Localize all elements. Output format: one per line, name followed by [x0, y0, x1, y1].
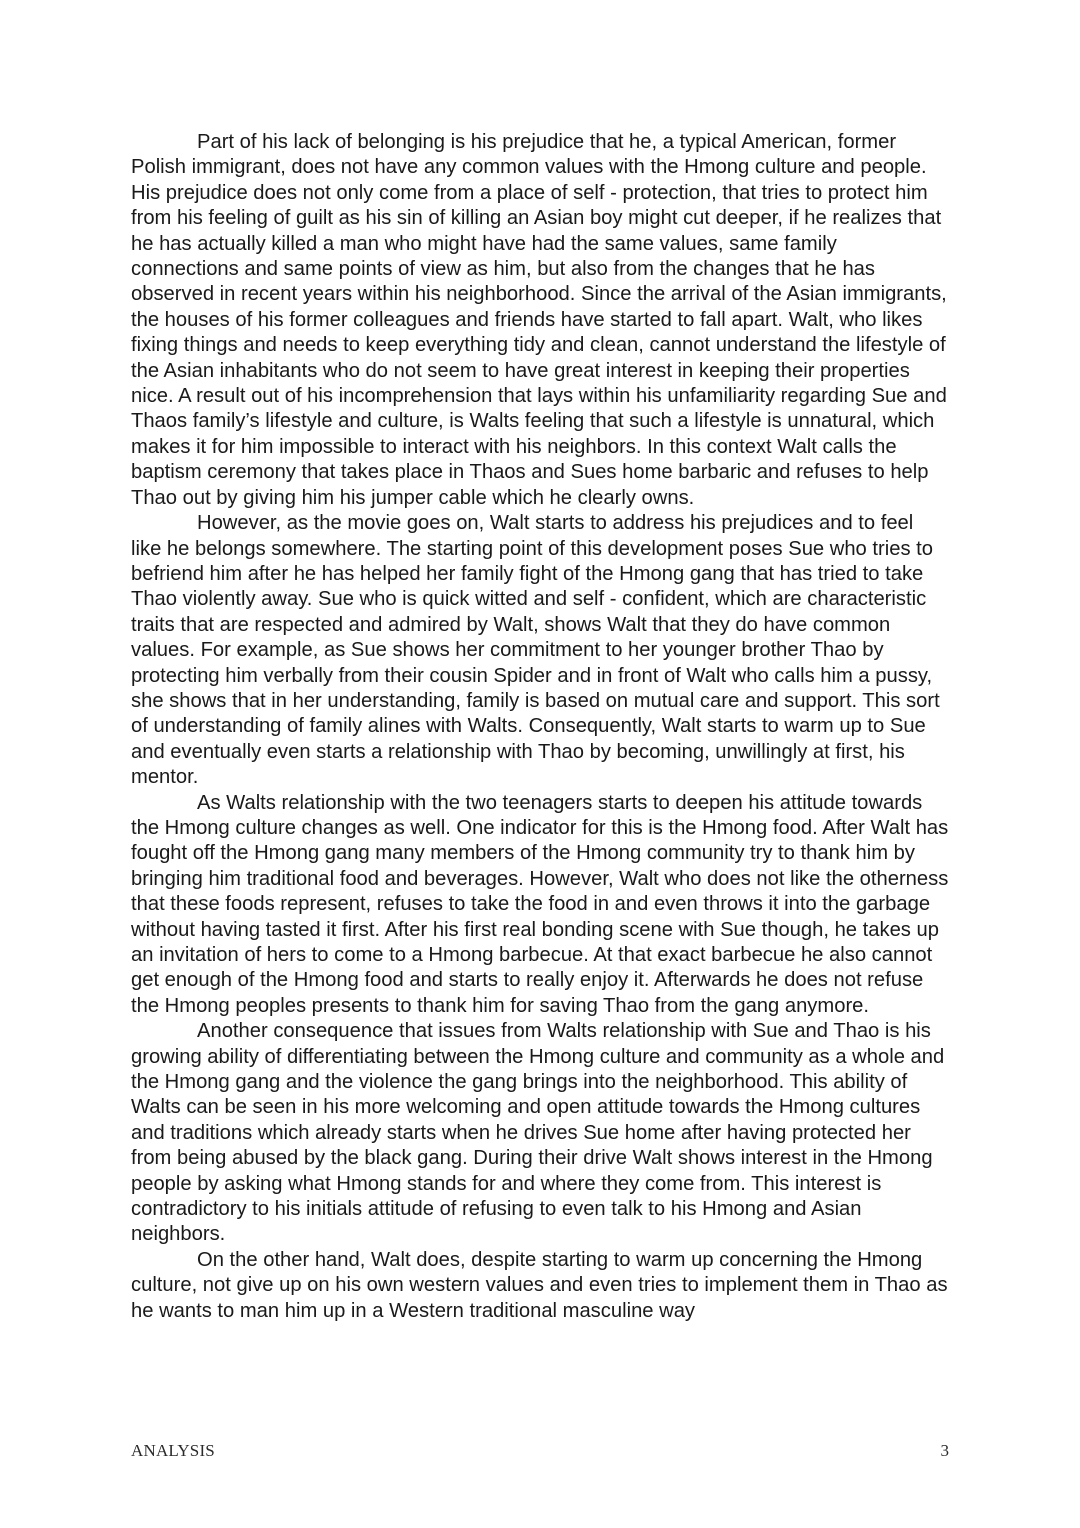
paragraph-4: Another consequence that issues from Walts relationship with Sue and Thao is his growing ability of differentiating between the Hmong culture and community as a whole and the Hmong gang and the violence the gang brings into the neighborhood. This ability of Walts can be seen in his more welcoming and open attitude towards the Hmong cultures and traditions which already starts when he drives Sue home after having protected her from being abused by the black gang. During their drive Walt shows interest in the Hmong people by asking what Hmong stands for and where they come from. This interest is contradictory to his initials attitude of refusing to even talk to his Hmong and Asian neighbors. — [131, 1020, 945, 1246]
paragraph-3: As Walts relationship with the two teenagers starts to deepen his attitude towards the Hmong culture changes as well. One indicator for this is the Hmong food. After Walt has fought off the Hmong gang many members of the Hmong community try to thank him by bringing him traditional food and beverages. However, Walt who does not like the otherness that these foods represent, refuses to take the food in and even throws it into the garbage without having tasted it first. After his first real bonding scene with Sue though, he takes up an invitation of hers to come to a Hmong barbecue. At that exact barbecue he also cannot get enough of the Hmong food and starts to really enjoy it. Afterwards he does not refuse the Hmong peoples presents to thank him for saving Thao from the gang anymore. — [131, 791, 949, 1017]
paragraph-2: However, as the movie goes on, Walt starts to address his prejudices and to feel like he belongs somewhere. The starting point of this development poses Sue who tries to befriend him after he has helped her family fight of the Hmong gang that has tried to take Thao violently away. Sue who is quick witted and self - confident, which are characteristic traits that are respected and admired by Walt, shows Walt that they do have common values. For example, as Sue shows her commitment to her younger brother Thao by protecting him verbally from their cousin Spider and in front of Walt who calls him a pussy, she shows that in her understanding, family is based on mutual care and support. This sort of understanding of family alines with Walts. Consequently, Walt starts to warm up to Sue and eventually even starts a relationship with Thao by becoming, unwillingly at first, his mentor. — [131, 512, 940, 789]
footer-section-label: ANALYSIS — [131, 1441, 215, 1460]
paragraph-5: On the other hand, Walt does, despite starting to warm up concerning the Hmong culture, not give up on his own western values and even tries to implement them in Thao as he wants to man him up in a Western traditional masculine way — [131, 1248, 948, 1322]
paragraph-1: Part of his lack of belonging is his prejudice that he, a typical American, former Polish immigrant, does not have any common values with the Hmong culture and people. His prejudice does not only come from a place of self - protection, that tries to protect him from his feeling of guilt as his sin of killing an Asian boy might cut deeper, if he realizes that he has actually killed a man who might have had the same values, same family connections and same points of view as him, but also from the changes that he has observed in recent years within his neighborhood. Since the arrival of the Asian immigrants, the houses of his former colleagues and friends have started to fall apart. Walt, who likes fixing things and needs to keep everything tidy and clean, cannot understand the lifestyle of the Asian inhabitants who do not seem to have great interest in keeping their properties nice. A result out of his incomprehension that lays within his unfamiliarity regarding Sue and Thaos family’s lifestyle and culture, is Walts feeling that such a lifestyle is unnatural, which makes it for him impossible to interact with his neighbors. In this context Walt calls the baptism ceremony that takes place in Thaos and Sues home barbaric and refuses to help Thao out by giving him his jumper cable which he clearly owns. — [131, 131, 947, 509]
body-text — [131, 130, 949, 1324]
page-number: 3 — [940, 1441, 949, 1460]
